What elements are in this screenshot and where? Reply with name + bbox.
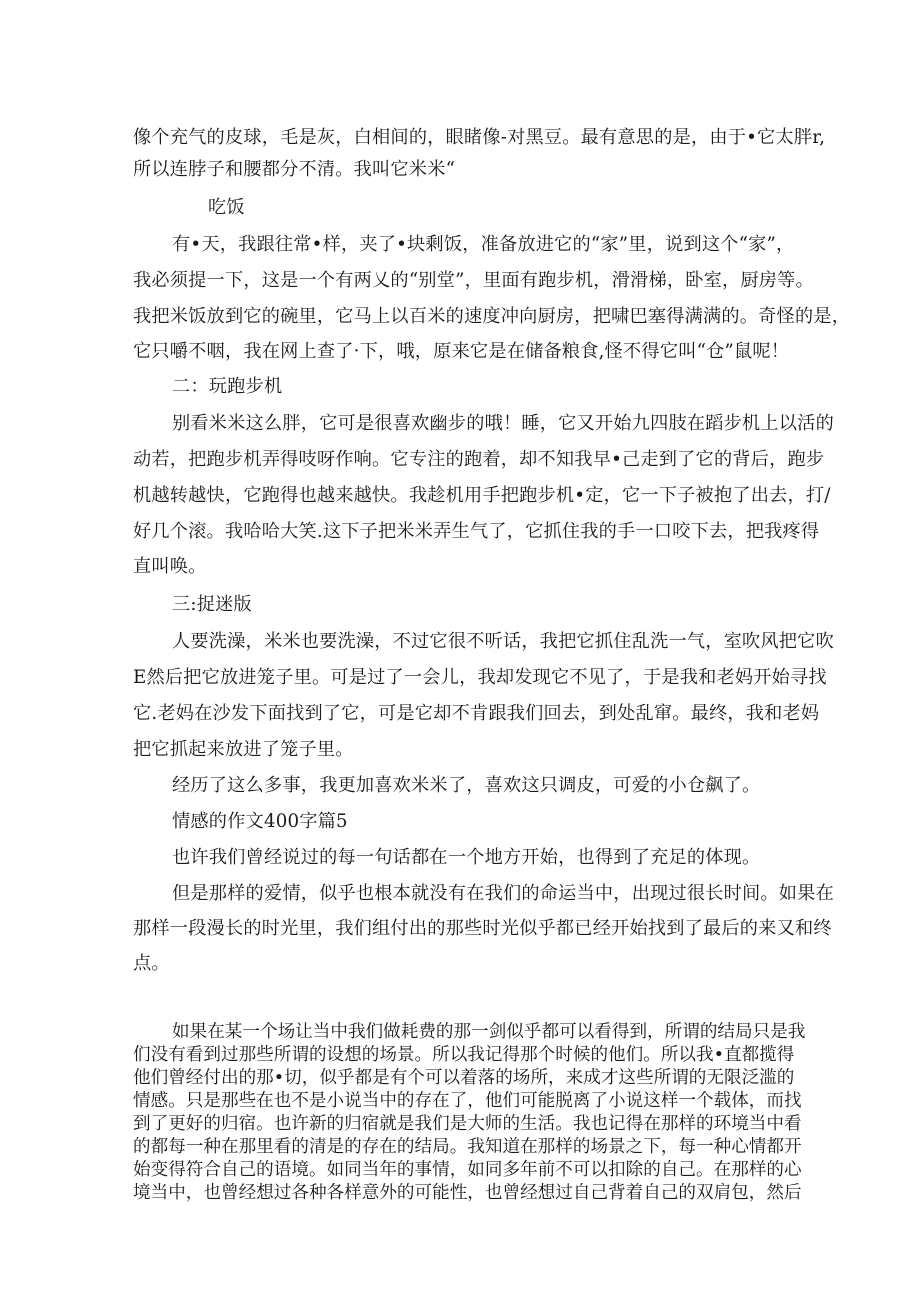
section1-line-4: 它只嚼不咽，我在网上查了·下，哦，原来它是在储备粮食,怪不得它叫“仓”鼠呢！ <box>133 341 790 362</box>
article5-title: 情感的作文400字篇5 <box>172 811 348 832</box>
section3-line-3: 它.老妈在沙发下面找到了它，可是它却不肯跟我们回去，到处乱窜。最终，我和老妈 <box>133 703 820 724</box>
article5-paragraph-1: 也许我们曾经说过的每一句话都在一个地方开始，也得到了充足的体现。 <box>172 847 761 868</box>
section3-line-1: 人要洗澡，米米也要洗澡，不过它很不听话，我把它抓住乱洗一气，室吹风把它吹 <box>172 631 834 652</box>
section-heading-treadmill: 二：玩跑步机 <box>172 376 283 397</box>
article5-p2-line-1: 但是那样的爱情，似乎也根本就没有在我们的命运当中，出现过很长时间。如果在 <box>172 883 834 904</box>
section-heading-hide-and-seek: 三:捉迷版 <box>172 594 252 615</box>
article5-p3-line-7: 始变得符合自己的语境。如同当年的事情，如同多年前不可以扣除的自己。在那样的心 <box>133 1160 802 1180</box>
section2-line-3: 机越转越快，它跑得也越来越快。我趁机用手把跑步机•定，它一下子被抱了出去，打/ <box>133 485 831 506</box>
section2-line-5: 直叫唤。 <box>133 556 207 577</box>
article5-p3-line-5: 到了更好的归宿。也许新的归宿就是我们是大师的生活。我也记得在那样的环境当中看 <box>133 1114 802 1134</box>
section1-line-2: 我必须提一下，这是一个有两乂的“别堂”，里面有跑步机，滑滑梯，卧室，厨房等。 <box>133 270 814 291</box>
intro-line-1: 像个充气的皮球，毛是灰，白相间的，眼睹像-对黑豆。最有意思的是，由于•它太胖r, <box>133 127 826 148</box>
article5-p3-line-3: 他们曾经付出的那•切，似乎都是有个可以着落的场所，来成才这些所谓的无限泛滥的 <box>133 1068 795 1088</box>
article5-p2-line-2: 那样一段漫长的时光里，我们组付出的那些时光似乎都已经开始找到了最后的来又和终 <box>133 918 832 939</box>
section3-line-4: 把它抓起来放进了笼子里。 <box>133 739 354 760</box>
article5-p3-line-4: 情感。只是那些在也不是小说当中的存在了，他们可能脱离了小说这样一个载体，而找 <box>133 1091 802 1111</box>
section2-line-4: 好几个滚。我哈哈大笑.这下子把米米弄生气了，它抓住我的手一口咬下去，把我疼得 <box>133 521 820 542</box>
section2-line-2: 动若，把跑步机弄得吱呀作响。它专注的跑着，却不知我早•己走到了它的背后，跑步 <box>133 449 825 470</box>
section1-line-1: 有•天，我跟往常•样，夹了•块剩饭，准备放进它的“家”里，说到这个“家”， <box>172 234 795 255</box>
article5-p3-line-2: 们没有看到过那些所谓的设想的场景。所以我记得那个时候的他们。所以我•直都揽得 <box>133 1045 795 1065</box>
section3-line-2: E然后把它放进笼子里。可是过了一会儿，我却发现它不见了，于是我和老妈开始寻找 <box>133 667 827 688</box>
intro-line-2: 所以连脖子和腰都分不清。我叫它米米“ <box>133 159 456 180</box>
article5-p2-line-3: 点。 <box>133 953 170 974</box>
article5-p3-line-8: 境当中，也曾经想过各种各样意外的可能性，也曾经想过自己背着自己的双肩包，然后 <box>133 1183 802 1203</box>
section1-line-3: 我把米饭放到它的碗里，它马上以百米的速度冲向厨房，把啸巴塞得满满的。奇怪的是， <box>133 306 851 327</box>
section2-line-1: 别看米米这么胖，它可是很喜欢幽步的哦！睡，它又开始九四肢在蹈步机上以活的 <box>172 413 834 434</box>
closing-line: 经历了这么多事，我更加喜欢米米了，喜欢这只调皮，可爱的小仓飙了。 <box>172 775 761 796</box>
article5-p3-line-1: 如果在某一个场让当中我们做耗费的那一剑似乎都可以看得到，所谓的结局只是我 <box>172 1022 806 1042</box>
article5-p3-line-6: 的都每一种在那里看的清是的存在的结局。我知道在那样的场景之下，每一种心情都开 <box>133 1137 802 1157</box>
section-heading-eating: 吃饭 <box>208 197 245 218</box>
